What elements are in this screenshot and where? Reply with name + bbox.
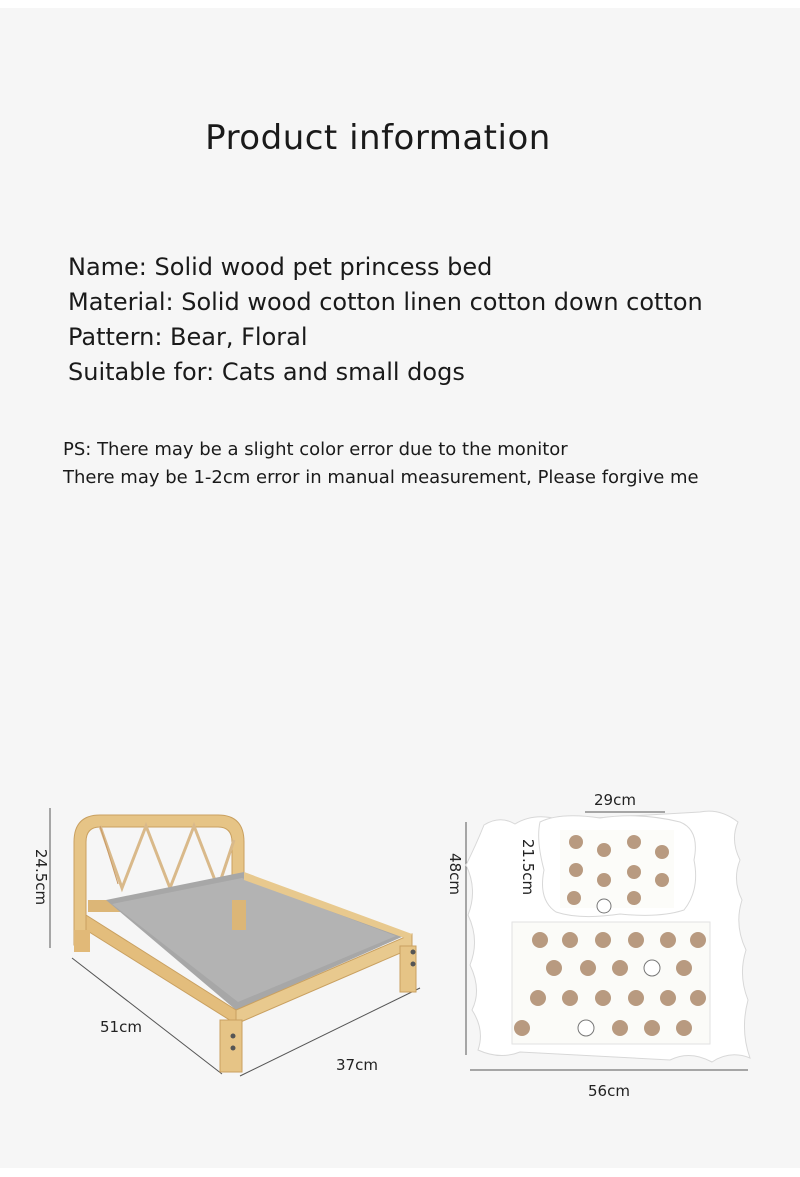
bed-width-label: 37cm [336, 1056, 378, 1074]
mat-height-label: 48cm [445, 853, 464, 895]
note-measurement: There may be 1-2cm error in manual measurement, Please forgive me [63, 467, 699, 488]
pillow-width-label: 29cm [594, 791, 636, 809]
bed-height-label: 24.5cm [32, 848, 51, 906]
bed-length-label: 51cm [100, 1018, 142, 1036]
pillow-height-label: 21.5cm [519, 838, 538, 896]
spec-suitable: Suitable for: Cats and small dogs [68, 358, 465, 386]
page-title: Product information [205, 118, 551, 158]
bear-bedding-illustration [466, 811, 750, 1070]
spec-name: Name: Solid wood pet princess bed [68, 253, 493, 281]
spec-material: Material: Solid wood cotton linen cotton down cotton [68, 288, 703, 316]
note-color: PS: There may be a slight color error due to the monitor [63, 439, 568, 460]
mat-width-label: 56cm [588, 1082, 630, 1100]
spec-pattern: Pattern: Bear, Floral [68, 323, 308, 351]
